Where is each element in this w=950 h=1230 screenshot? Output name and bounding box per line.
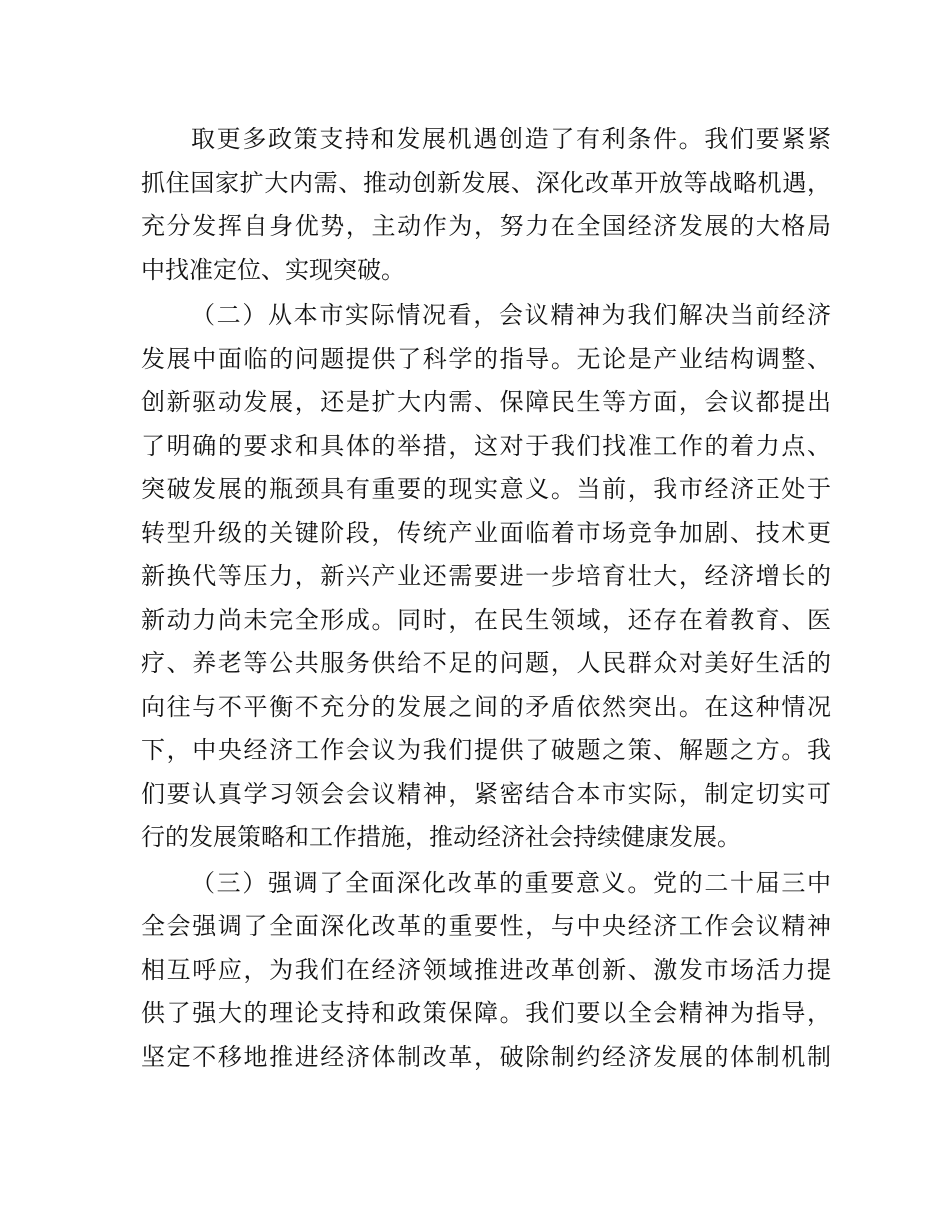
text-line: 坚定不移地推进经济体制改革，破除制约经济发展的体制机制 bbox=[141, 1042, 831, 1071]
text-line: 中找准定位、实现突破。 bbox=[141, 255, 405, 284]
text-line: 了明确的要求和具体的举措，这对于我们找准工作的着力点、 bbox=[141, 431, 831, 460]
text-line: 新换代等压力，新兴产业还需要进一步培育壮大，经济增长的 bbox=[141, 562, 831, 590]
text-line: 全会强调了全面深化改革的重要性，与中央经济工作会议精神 bbox=[141, 912, 831, 940]
text-line: 向往与不平衡不充分的发展之间的矛盾依然突出。在这种情况 bbox=[141, 692, 831, 721]
text-line: 取更多政策支持和发展机遇创造了有利条件。我们要紧紧 bbox=[191, 125, 831, 153]
document-body bbox=[141, 118, 831, 1081]
paragraph-1 bbox=[141, 118, 831, 292]
text-line: 疗、养老等公共服务供给不足的问题，人民群众对美好生活的 bbox=[141, 649, 831, 677]
text-line: （二）从本市实际情况看，会议精神为我们解决当前经济 bbox=[191, 301, 831, 329]
text-line: 相互呼应，为我们在经济领域推进改革创新、激发市场活力提 bbox=[141, 955, 831, 984]
paragraph-3 bbox=[141, 862, 831, 1080]
text-line: 发展中面临的问题提供了科学的指导。无论是产业结构调整、 bbox=[141, 344, 831, 373]
text-line: 创新驱动发展，还是扩大内需、保障民生等方面，会议都提出 bbox=[141, 388, 831, 416]
text-line: 供了强大的理论支持和政策保障。我们要以全会精神为指导， bbox=[141, 999, 831, 1027]
text-line: 新动力尚未完全形成。同时，在民生领域，还存在着教育、医 bbox=[141, 605, 831, 634]
text-line: 抓住国家扩大内需、推动创新发展、深化改革开放等战略机遇， bbox=[141, 168, 831, 197]
text-line: 们要认真学习领会会议精神，紧密结合本市实际，制定切实可 bbox=[141, 779, 831, 808]
text-line: 突破发展的瓶颈具有重要的现实意义。当前，我市经济正处于 bbox=[141, 475, 831, 503]
text-line: （三）强调了全面深化改革的重要意义。党的二十届三中 bbox=[191, 868, 831, 897]
text-line: 行的发展策略和工作措施，推动经济社会持续健康发展。 bbox=[141, 823, 741, 851]
text-line: 充分发挥自身优势，主动作为，努力在全国经济发展的大格局 bbox=[141, 212, 831, 240]
text-line: 转型升级的关键阶段，传统产业面临着市场竞争加剧、技术更 bbox=[141, 518, 831, 547]
paragraph-2 bbox=[141, 294, 831, 860]
text-line: 下，中央经济工作会议为我们提供了破题之策、解题之方。我 bbox=[141, 736, 831, 764]
